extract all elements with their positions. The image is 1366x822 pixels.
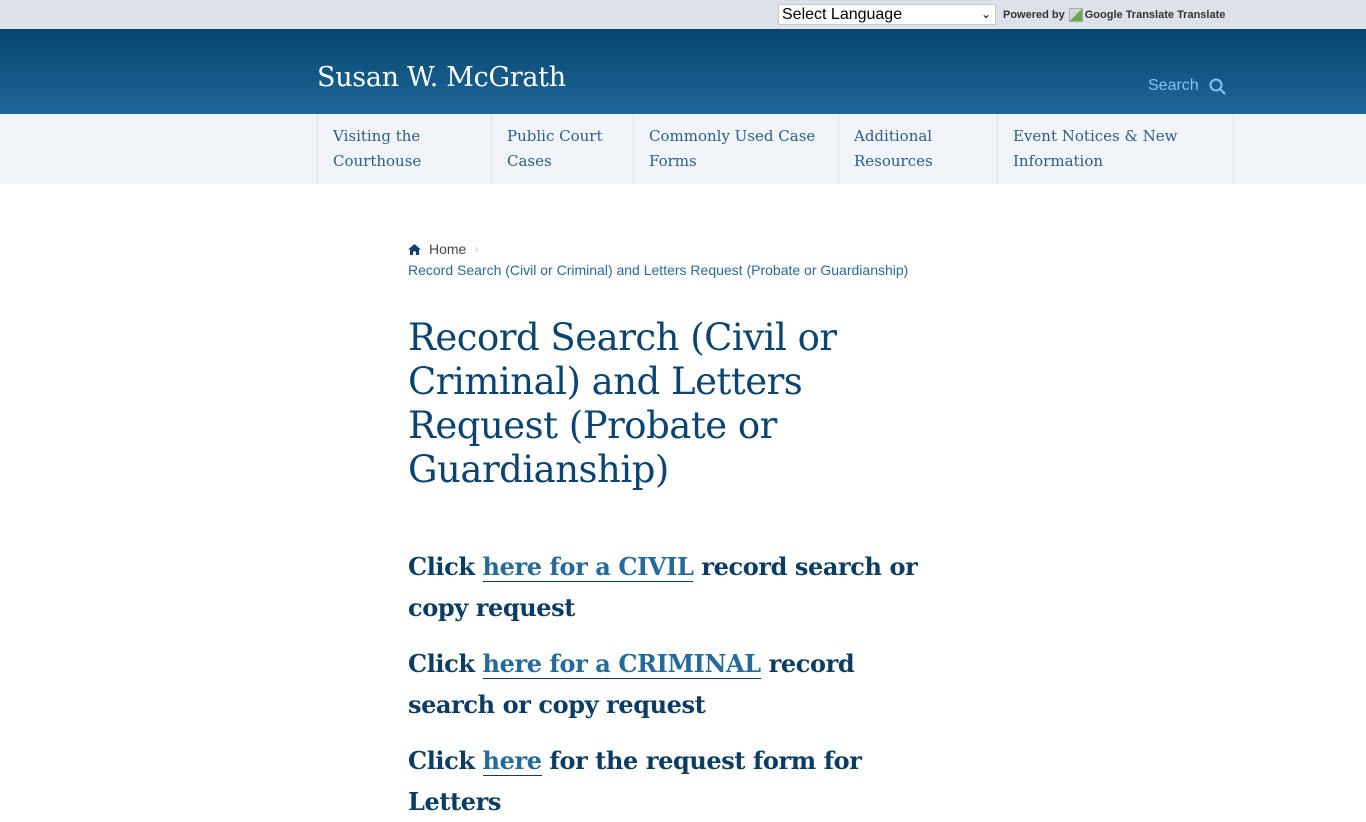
translate-bar bbox=[0, 0, 1366, 29]
nav-item-label: Commonly Used Case bbox=[649, 127, 816, 145]
google-translate-logo-icon bbox=[1069, 8, 1083, 22]
page-title: Record Search (Civil or Criminal) and Letters Request (Probate or Guardianship) bbox=[408, 316, 837, 491]
search-button[interactable] bbox=[1148, 77, 1226, 95]
breadcrumb-current[interactable]: Record Search (Civil or Criminal) and Letters Request (Probate or Guardianship) bbox=[408, 262, 909, 278]
letters-request-form-link[interactable]: here bbox=[482, 746, 542, 775]
nav-item-label: Additional bbox=[854, 127, 933, 145]
site-title[interactable]: Susan W. McGrath bbox=[317, 62, 566, 93]
breadcrumb bbox=[408, 240, 968, 258]
paragraph-text: Click bbox=[408, 649, 483, 678]
nav-item-event-notices[interactable] bbox=[997, 114, 1233, 184]
nav-item-label: Event Notices & New bbox=[1013, 127, 1178, 145]
powered-by bbox=[1003, 8, 1225, 22]
criminal-record-search-link[interactable]: here for a CRIMINAL bbox=[482, 649, 761, 678]
nav-item-label: Cases bbox=[507, 152, 552, 170]
language-select[interactable] bbox=[778, 4, 996, 25]
paragraph-text: record search or copy request bbox=[408, 649, 855, 719]
criminal-request-paragraph bbox=[408, 643, 938, 725]
nav-item-label: Information bbox=[1013, 152, 1104, 170]
paragraph-text: for the request form for Letters bbox=[408, 746, 862, 816]
google-translate-alt-text: Google Translate bbox=[1084, 9, 1174, 21]
nav-item-commonly-used-case-forms[interactable] bbox=[633, 114, 838, 184]
breadcrumb-separator-icon: › bbox=[474, 242, 479, 256]
paragraph-text: record search or copy request bbox=[408, 552, 918, 622]
chevron-down-icon: ⌄ bbox=[980, 7, 991, 21]
language-select-value: Select Language bbox=[782, 6, 903, 23]
nav-item-label: Resources bbox=[854, 152, 933, 170]
main-content bbox=[408, 240, 968, 822]
nav-item-label: Public Court bbox=[507, 127, 603, 145]
nav-item-visiting-the-courthouse[interactable] bbox=[317, 114, 491, 184]
paragraph-text: Click bbox=[408, 746, 483, 775]
nav-item-public-court-cases[interactable] bbox=[491, 114, 633, 184]
breadcrumb-home-link[interactable]: Home bbox=[429, 241, 467, 257]
search-icon bbox=[1209, 78, 1226, 95]
civil-record-search-link[interactable]: here for a CIVIL bbox=[482, 552, 694, 581]
nav-item-additional-resources[interactable] bbox=[838, 114, 997, 184]
nav-item-label: Courthouse bbox=[333, 152, 422, 170]
home-icon bbox=[408, 244, 421, 255]
nav-item-label: Forms bbox=[649, 152, 697, 170]
paragraph-text: Click bbox=[408, 552, 483, 581]
letters-request-paragraph bbox=[408, 740, 938, 822]
search-label: Search bbox=[1148, 77, 1199, 94]
civil-request-paragraph bbox=[408, 546, 938, 628]
translate-link[interactable]: Translate bbox=[1177, 9, 1226, 21]
nav-item-label: Visiting the bbox=[333, 127, 421, 145]
powered-by-label: Powered by bbox=[1003, 9, 1065, 21]
main-nav bbox=[0, 114, 1366, 184]
site-header bbox=[0, 29, 1366, 114]
